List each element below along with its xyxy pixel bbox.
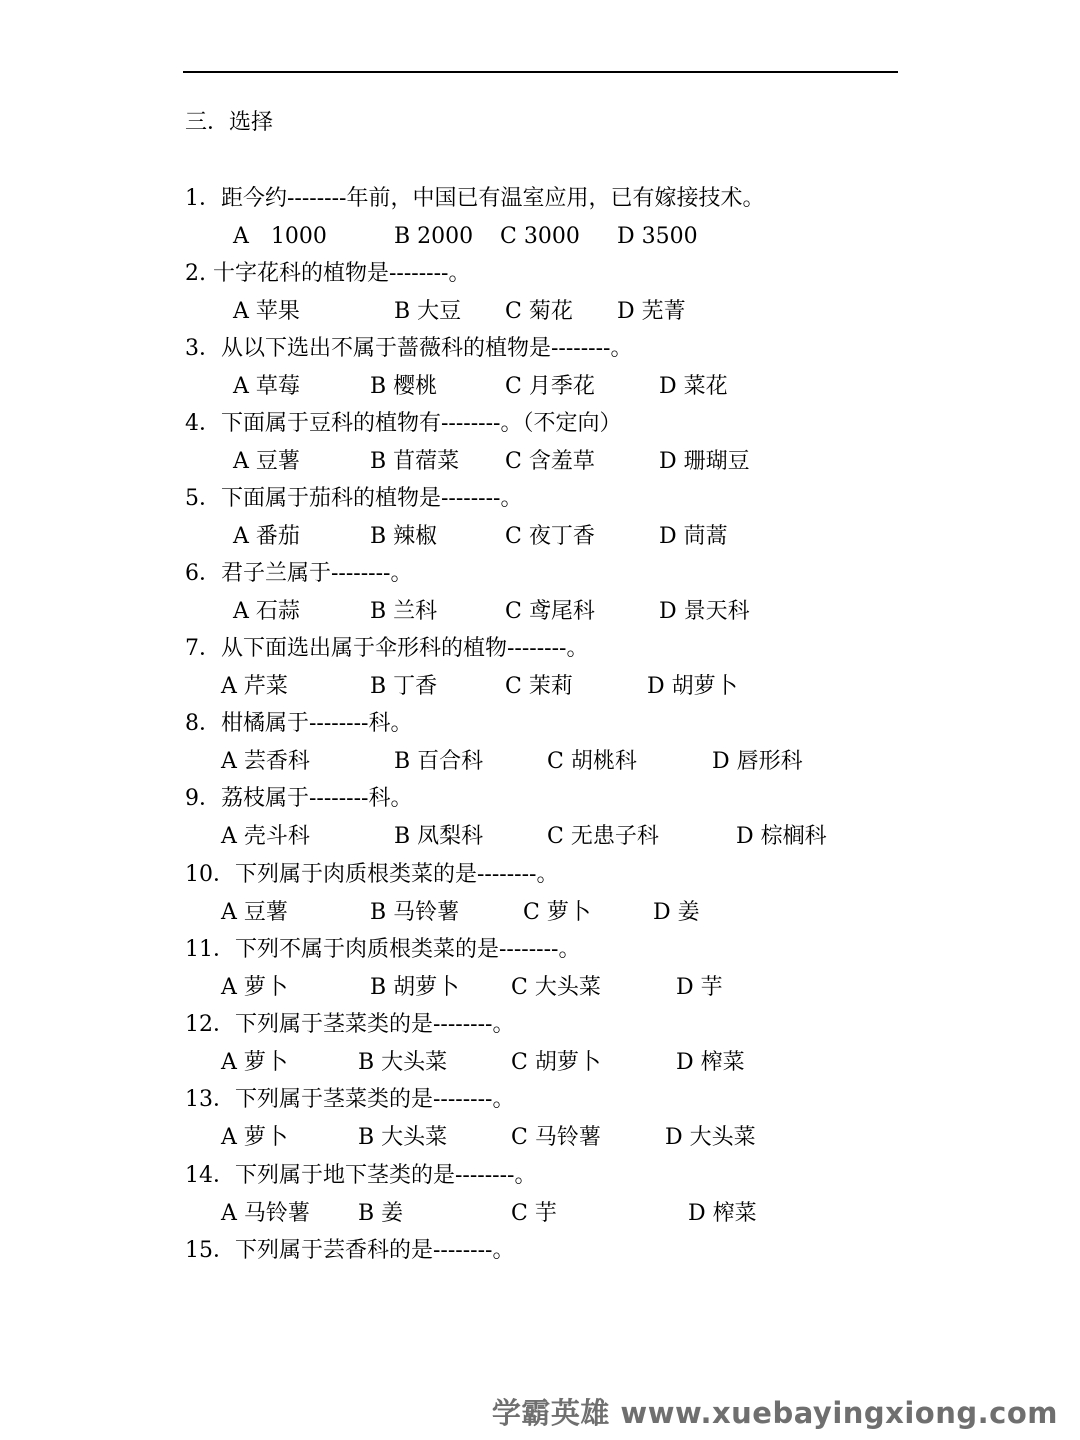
question-14: 14．下列属于地下茎类的是--------。 bbox=[185, 1163, 537, 1188]
option-9-a: A 壳斗科 bbox=[221, 824, 310, 849]
option-5-a: A 番茄 bbox=[233, 524, 300, 549]
option-4-d: D 珊瑚豆 bbox=[659, 449, 750, 474]
top-rule bbox=[183, 71, 898, 73]
option-4-c: C 含羞草 bbox=[505, 449, 595, 474]
option-2-c: C 菊花 bbox=[505, 299, 573, 324]
question-9: 9．荔枝属于--------科。 bbox=[185, 786, 413, 811]
option-14-d: D 榨菜 bbox=[688, 1201, 757, 1226]
question-15: 15．下列属于芸香科的是--------。 bbox=[185, 1238, 515, 1263]
option-4-b: B 苜蓿菜 bbox=[370, 449, 460, 474]
option-10-c: C 萝卜 bbox=[523, 900, 591, 925]
option-8-b: B 百合科 bbox=[394, 749, 484, 774]
option-11-b: B 胡萝卜 bbox=[370, 975, 460, 1000]
option-1-a: A 1000 bbox=[233, 224, 327, 249]
option-1-c: C 3000 bbox=[500, 224, 580, 249]
option-3-b: B 樱桃 bbox=[370, 374, 438, 399]
option-12-a: A 萝卜 bbox=[221, 1050, 288, 1075]
question-6: 6．君子兰属于--------。 bbox=[185, 561, 413, 586]
option-13-d: D 大头菜 bbox=[665, 1125, 756, 1150]
question-8: 8．柑橘属于--------科。 bbox=[185, 711, 413, 736]
option-13-a: A 萝卜 bbox=[221, 1125, 288, 1150]
option-1-d: D 3500 bbox=[617, 224, 698, 249]
section-title: 三．选择 bbox=[185, 110, 274, 135]
question-2: 2. 十字花科的植物是--------。 bbox=[185, 261, 471, 286]
option-11-c: C 大头菜 bbox=[511, 975, 601, 1000]
question-5: 5．下面属于茄科的植物是--------。 bbox=[185, 486, 523, 511]
option-14-b: B 姜 bbox=[358, 1201, 404, 1226]
question-3: 3．从以下选出不属于蔷薇科的植物是--------。 bbox=[185, 336, 633, 361]
option-7-b: B 丁香 bbox=[370, 674, 438, 699]
option-3-d: D 菜花 bbox=[659, 374, 728, 399]
option-10-a: A 豆薯 bbox=[221, 900, 288, 925]
option-6-d: D 景天科 bbox=[659, 599, 750, 624]
option-8-a: A 芸香科 bbox=[221, 749, 310, 774]
option-7-a: A 芹菜 bbox=[221, 674, 288, 699]
option-12-d: D 榨菜 bbox=[676, 1050, 745, 1075]
option-2-a: A 苹果 bbox=[233, 299, 300, 324]
option-7-c: C 茉莉 bbox=[505, 674, 573, 699]
option-5-d: D 茼蒿 bbox=[659, 524, 728, 549]
option-6-b: B 兰科 bbox=[370, 599, 438, 624]
option-3-a: A 草莓 bbox=[233, 374, 300, 399]
question-7: 7．从下面选出属于伞形科的植物--------。 bbox=[185, 636, 589, 661]
option-10-b: B 马铃薯 bbox=[370, 900, 460, 925]
option-13-c: C 马铃薯 bbox=[511, 1125, 601, 1150]
option-10-d: D 姜 bbox=[653, 900, 700, 925]
question-13: 13．下列属于茎菜类的是--------。 bbox=[185, 1087, 515, 1112]
option-9-d: D 棕榈科 bbox=[736, 824, 827, 849]
option-14-c: C 芋 bbox=[511, 1201, 557, 1226]
option-4-a: A 豆薯 bbox=[233, 449, 300, 474]
option-11-a: A 萝卜 bbox=[221, 975, 288, 1000]
option-6-c: C 鸢尾科 bbox=[505, 599, 595, 624]
option-1-b: B 2000 bbox=[394, 224, 474, 249]
option-7-d: D 胡萝卜 bbox=[647, 674, 738, 699]
option-2-d: D 芜菁 bbox=[617, 299, 686, 324]
question-10: 10．下列属于肉质根类菜的是--------。 bbox=[185, 862, 559, 887]
question-11: 11．下列不属于肉质根类菜的是--------。 bbox=[185, 937, 581, 962]
option-2-b: B 大豆 bbox=[394, 299, 462, 324]
option-11-d: D 芋 bbox=[676, 975, 723, 1000]
option-5-b: B 辣椒 bbox=[370, 524, 438, 549]
option-5-c: C 夜丁香 bbox=[505, 524, 595, 549]
option-8-c: C 胡桃科 bbox=[547, 749, 637, 774]
option-6-a: A 石蒜 bbox=[233, 599, 300, 624]
option-9-b: B 凤梨科 bbox=[394, 824, 484, 849]
question-4: 4．下面属于豆科的植物有--------。（不定向） bbox=[185, 411, 622, 436]
option-3-c: C 月季花 bbox=[505, 374, 595, 399]
question-1: 1．距今约--------年前，中国已有温室应用，已有嫁接技术。 bbox=[185, 186, 765, 211]
option-12-b: B 大头菜 bbox=[358, 1050, 448, 1075]
question-12: 12．下列属于茎菜类的是--------。 bbox=[185, 1012, 515, 1037]
option-13-b: B 大头菜 bbox=[358, 1125, 448, 1150]
site-watermark: 学霸英雄 www.xuebayingxiong.com bbox=[491, 1396, 1058, 1430]
option-9-c: C 无患子科 bbox=[547, 824, 659, 849]
option-8-d: D 唇形科 bbox=[712, 749, 803, 774]
option-14-a: A 马铃薯 bbox=[221, 1201, 310, 1226]
option-12-c: C 胡萝卜 bbox=[511, 1050, 601, 1075]
